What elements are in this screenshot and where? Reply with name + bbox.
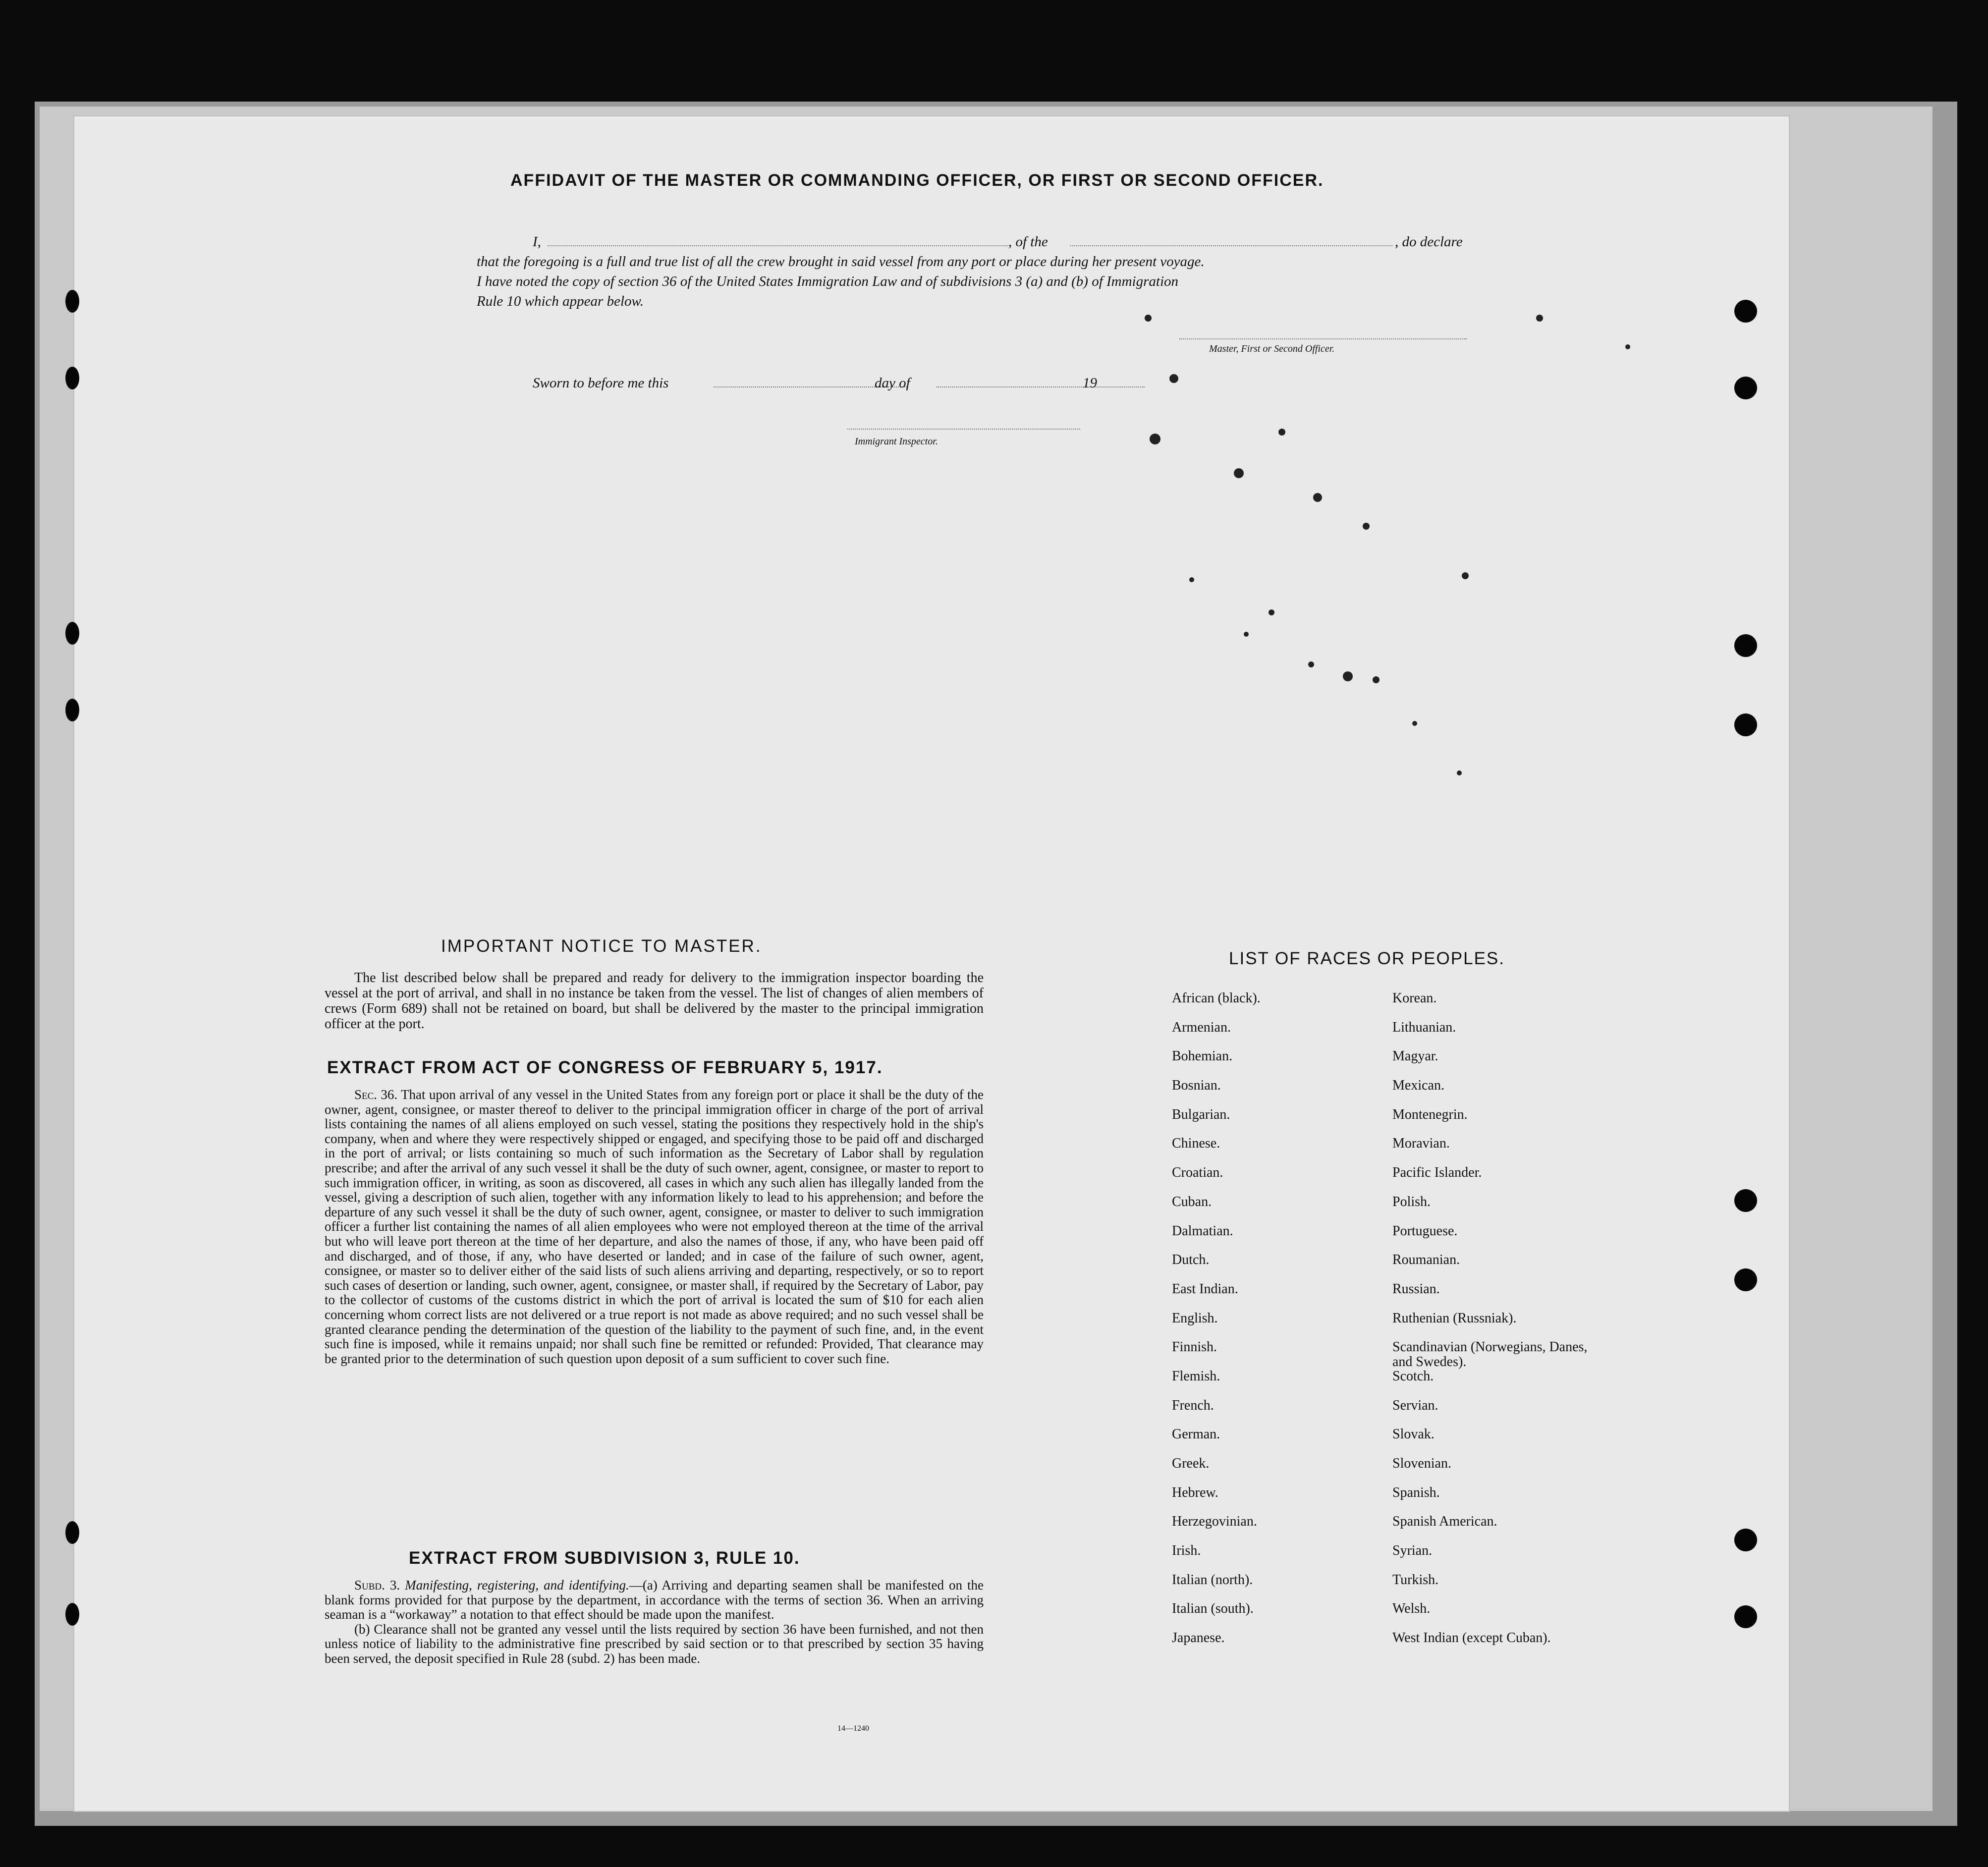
name-blank-line <box>548 245 1008 246</box>
binder-hole <box>65 290 79 313</box>
race-item: Moravian. <box>1392 1136 1450 1152</box>
race-item: Korean. <box>1392 990 1437 1006</box>
ink-speck <box>1169 374 1178 383</box>
binder-hole <box>65 622 79 645</box>
race-item: Armenian. <box>1172 1019 1231 1035</box>
inspector-line <box>847 429 1080 430</box>
subd-heading: Manifesting, registering, and identifying. <box>405 1578 629 1592</box>
race-item: Dutch. <box>1172 1252 1210 1268</box>
binder-hole <box>65 1603 79 1626</box>
binder-hole <box>1734 377 1757 399</box>
race-item: Dalmatian. <box>1172 1223 1233 1239</box>
race-item: Herzegovinian. <box>1172 1514 1257 1530</box>
sworn-text: Sworn to before me this <box>533 375 669 391</box>
sworn-month-line <box>937 386 1145 387</box>
race-item: Slovenian. <box>1392 1456 1451 1471</box>
vessel-blank-line <box>1070 245 1392 246</box>
binder-hole <box>1734 1605 1757 1628</box>
race-item: French. <box>1172 1397 1214 1413</box>
race-item: Bohemian. <box>1172 1048 1233 1064</box>
race-item: Russian. <box>1392 1281 1440 1297</box>
race-item: Syrian. <box>1392 1543 1433 1559</box>
affidavit-title: AFFIDAVIT OF THE MASTER OR COMMANDING OFFICER, OR FIRST OR SECOND OFFICER. <box>510 171 1324 190</box>
affidavit-line-4: Rule 10 which appear below. <box>477 293 644 309</box>
ink-speck <box>1625 344 1630 349</box>
race-item: West Indian (except Cuban). <box>1392 1630 1551 1646</box>
race-item: Bosnian. <box>1172 1078 1221 1094</box>
signature-line <box>1179 338 1467 339</box>
ink-speck <box>1313 493 1322 502</box>
inspector-label: Immigrant Inspector. <box>855 436 938 447</box>
affidavit-of-the: , of the <box>1008 234 1048 250</box>
race-item: East Indian. <box>1172 1281 1238 1297</box>
ink-speck <box>1343 671 1353 681</box>
form-number: 14—1240 <box>837 1724 869 1733</box>
section-36-body: That upon arrival of any vessel in the United States from any foreign port or place it shall be the duty of the owner, agent, consignee, or master thereof to deliver to the principal immigration officer in charge of the port of arrival lists containing the names of all aliens employed on such vessel, stating the positions they respectively hold in the ship's company, when and where they were respectively shipped or engaged, and specifying those to be paid off and discharged in the port of arrival; or lists containing so much of such information as the Secretary of Labor shall by regulation prescribe; and after the arrival of any such vessel it shall be the duty of such owner, agent, consignee, or master to report to such immigration officer, in writing, as soon as discovered, all cases in which any such alien has illegally landed from the vessel, giving a description of such alien, together with any information likely to lead to his apprehension; and before the departure of any such vessel it shall be the duty of such owner, agent, consignee, or master to deliver to such immigration officer a further list containing the names of all alien employees who were not employed thereon at the time of the arrival but who will leave port thereon at the time of her departure, and also the names of those, if any, who have been paid off and discharged, and of those, if any, who have deserted or landed; and in case of the failure of such owner, agent, consignee, or master so to deliver either of the said lists of such aliens arriving and departing, respectively, or so to report such cases of desertion or landing, such owner, agent, consignee, or master shall, if required by the Secretary of Labor, pay to the collector of customs of the customs district in which the port of arrival is located the sum of $10 for each alien concerning whom correct lists are not delivered or a true report is not made as above required; and no such vessel shall be granted clearance pending the determination of the question of the liability to the payment of such fine, and, in the event such fine is imposed, while it remains unpaid; nor shall such fine be remitted or refunded: Provided, That clearance may be granted prior to the determination of such question upon deposit of a sum sufficient to cover such fine. <box>325 1087 984 1366</box>
day-of-text: day of <box>875 375 910 391</box>
document-page <box>74 116 1789 1811</box>
race-item: Flemish. <box>1172 1368 1220 1384</box>
race-item: Lithuanian. <box>1392 1019 1456 1035</box>
race-item: Turkish. <box>1392 1572 1439 1588</box>
affidavit-line-2: that the foregoing is a full and true list of all the crew brought in said vessel from any port or place during her present voyage. <box>477 254 1205 270</box>
ink-speck <box>1234 468 1244 478</box>
race-item: Cuban. <box>1172 1194 1212 1209</box>
binder-hole <box>1734 1268 1757 1291</box>
races-column-b <box>1392 991 1601 1660</box>
notice-title: IMPORTANT NOTICE TO MASTER. <box>441 936 762 956</box>
subd-label: Subd. 3. <box>354 1578 400 1592</box>
binder-hole <box>1734 714 1757 736</box>
race-item: English. <box>1172 1310 1218 1326</box>
ink-speck <box>1269 609 1274 615</box>
race-item: Roumanian. <box>1392 1252 1460 1268</box>
ink-speck <box>1373 676 1380 683</box>
race-item: Welsh. <box>1392 1601 1431 1617</box>
race-item: African (black). <box>1172 990 1261 1006</box>
ink-speck <box>1145 315 1152 322</box>
affidavit-i: I, <box>533 234 541 250</box>
races-title: LIST OF RACES OR PEOPLES. <box>1229 949 1505 968</box>
race-item: Magyar. <box>1392 1048 1438 1064</box>
binder-hole <box>1734 300 1757 323</box>
affidavit-declare: , do declare <box>1395 234 1463 250</box>
race-item: German. <box>1172 1427 1220 1442</box>
race-item: Scandinavian (Norwegians, Danes, and Swedes). <box>1392 1339 1588 1370</box>
ink-speck <box>1412 721 1417 726</box>
race-item: Mexican. <box>1392 1078 1444 1094</box>
race-item: Servian. <box>1392 1397 1438 1413</box>
binder-hole <box>65 1521 79 1544</box>
ink-speck <box>1462 572 1469 579</box>
section-36-label: Sec. 36. <box>354 1087 398 1102</box>
ink-speck <box>1363 523 1370 530</box>
race-item: Croatian. <box>1172 1165 1223 1181</box>
notice-body: The list described below shall be prepared and ready for delivery to the immigration inspector boarding the vessel at the port of arrival, and shall in no instance be taken from the vessel. The list of changes of alien members of crews (Form 689) shall not be retained on board, but shall be delivered by the master to the principal immigration officer at the port. <box>325 970 984 1032</box>
race-item: Pacific Islander. <box>1392 1165 1482 1181</box>
ink-speck <box>1150 434 1160 444</box>
race-item: Greek. <box>1172 1456 1210 1471</box>
race-item: Chinese. <box>1172 1136 1220 1152</box>
binder-hole <box>1734 634 1757 657</box>
section-36-text <box>325 1088 984 1366</box>
race-item: Slovak. <box>1392 1427 1435 1442</box>
race-item: Montenegrin. <box>1392 1106 1468 1122</box>
race-item: Scotch. <box>1392 1368 1434 1384</box>
binder-hole <box>1734 1529 1757 1551</box>
subdivision-3-text <box>325 1578 984 1666</box>
subd-para-a: —(a) Arriving and departing seamen shall be manifested on the blank forms provided for that purpose by the department, in accordance with the terms of section 36. When an arriving seaman is a “workaway” a notation to that effect should be made upon the manifest. <box>325 1578 984 1622</box>
binder-hole <box>65 699 79 721</box>
race-item: Italian (south). <box>1172 1601 1254 1617</box>
ink-speck <box>1308 661 1314 667</box>
extract-rule-title: EXTRACT FROM SUBDIVISION 3, RULE 10. <box>409 1548 800 1568</box>
races-column-a <box>1172 991 1261 1660</box>
race-item: Ruthenian (Russniak). <box>1392 1310 1517 1326</box>
race-item: Finnish. <box>1172 1339 1217 1355</box>
binder-hole <box>1734 1189 1757 1212</box>
signature-label: Master, First or Second Officer. <box>1209 343 1335 354</box>
ink-speck <box>1457 770 1462 775</box>
ink-speck <box>1536 315 1543 322</box>
race-item: Polish. <box>1392 1194 1431 1209</box>
race-item: Hebrew. <box>1172 1484 1218 1500</box>
binder-hole <box>65 367 79 389</box>
ink-speck <box>1189 577 1194 582</box>
race-item: Irish. <box>1172 1543 1201 1559</box>
subd-para-b: (b) Clearance shall not be granted any vessel until the lists required by section 36 have been furnished, and not then unless notice of liability to the administrative fine prescribed by said section or to that prescribed by section 35 having been served, the deposit specified in Rule 28 (subd. 2) has been made. <box>325 1621 984 1666</box>
race-item: Japanese. <box>1172 1630 1225 1646</box>
extract-act-title: EXTRACT FROM ACT OF CONGRESS OF FEBRUARY 5, 1917. <box>327 1058 883 1077</box>
ink-speck <box>1278 429 1285 436</box>
race-item: Bulgarian. <box>1172 1106 1230 1122</box>
affidavit-line-3: I have noted the copy of section 36 of the United States Immigration Law and of subdivisions 3 (a) and (b) of Immigration <box>477 274 1179 289</box>
year-prefix: 19 <box>1083 375 1097 391</box>
race-item: Italian (north). <box>1172 1572 1253 1588</box>
ink-speck <box>1244 632 1249 637</box>
race-item: Spanish American. <box>1392 1514 1497 1530</box>
race-item: Spanish. <box>1392 1484 1440 1500</box>
race-item: Portuguese. <box>1392 1223 1458 1239</box>
